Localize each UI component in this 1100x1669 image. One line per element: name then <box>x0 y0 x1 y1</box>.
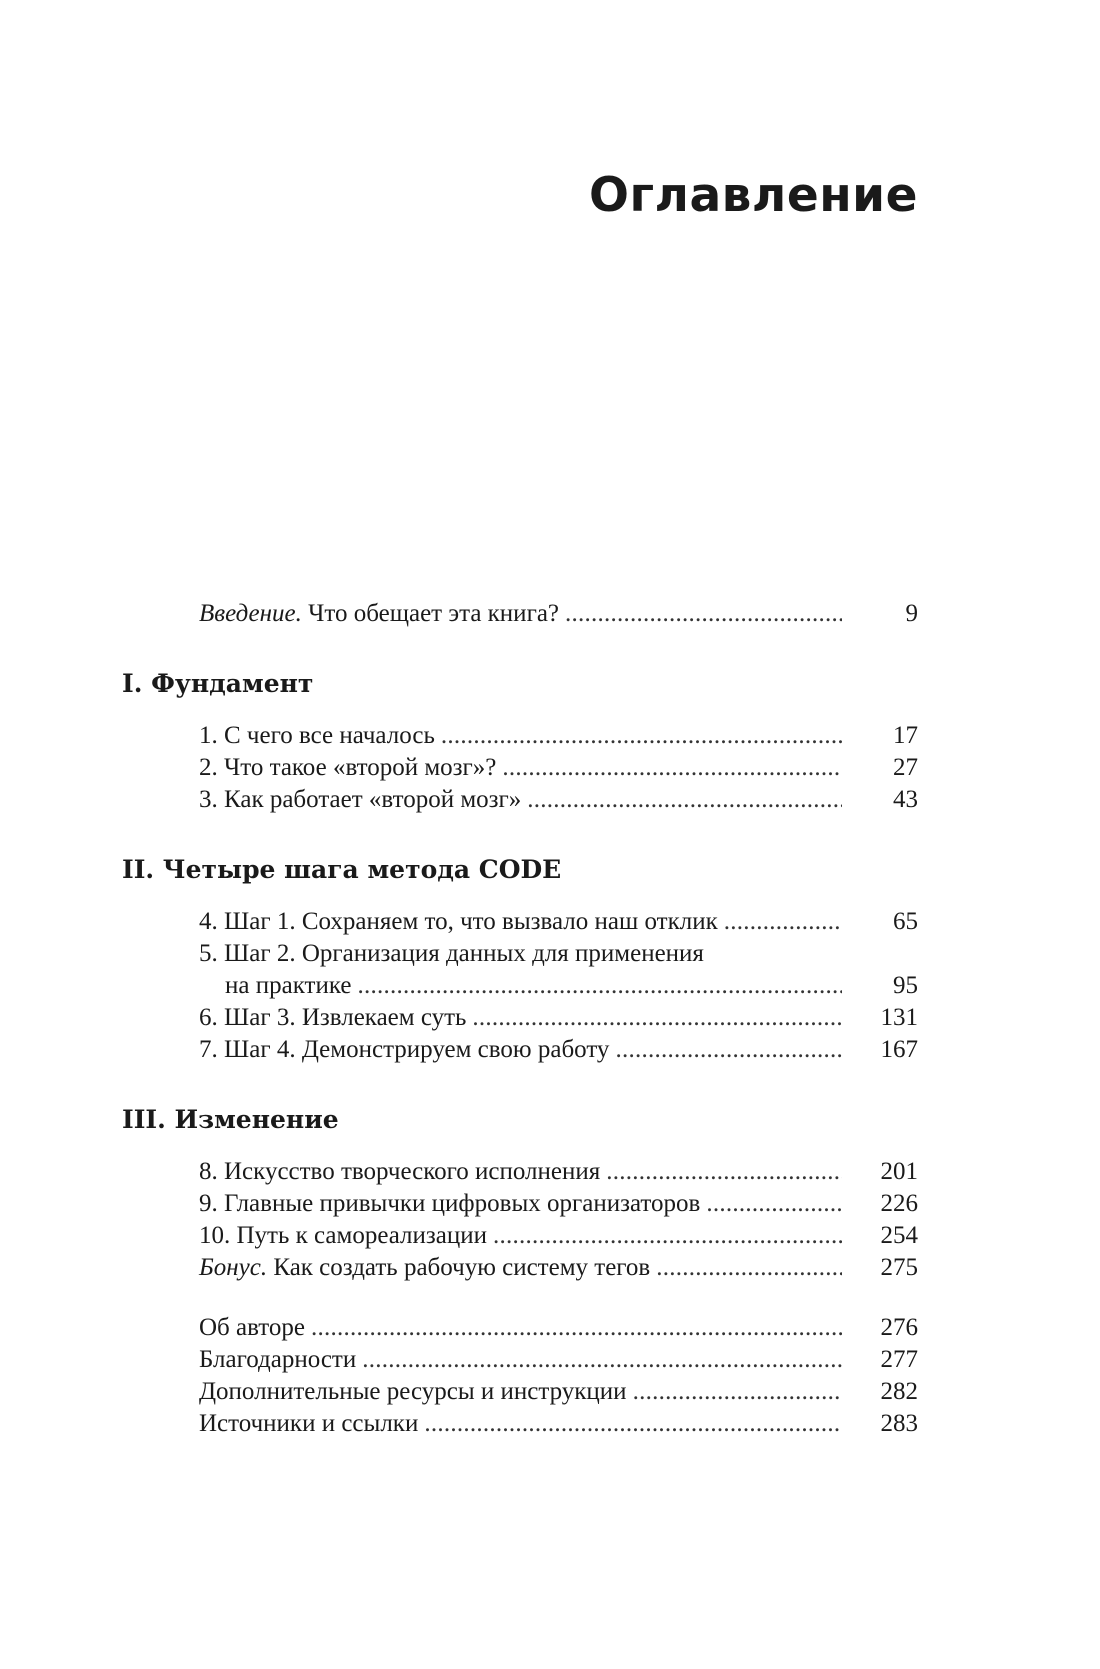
dot-leader <box>527 784 842 816</box>
toc-entry[interactable] <box>199 1034 918 1066</box>
page-number: 27 <box>893 754 918 781</box>
dot-leader <box>565 598 842 630</box>
entry-text: 2. Что такое «второй мозг»? <box>199 754 497 781</box>
toc-entry[interactable] <box>199 1220 918 1252</box>
toc-entry-first-line[interactable]: 5. Шаг 2. Организация данных для применения <box>199 940 704 967</box>
page-number: 276 <box>880 1314 918 1341</box>
toc-entry[interactable] <box>199 1156 918 1188</box>
page-number: 43 <box>893 786 918 813</box>
page-number: 277 <box>880 1346 918 1373</box>
toc-entry[interactable] <box>199 1344 918 1376</box>
dot-leader <box>424 1408 842 1440</box>
page-number: 275 <box>880 1254 918 1281</box>
entry-text: Дополнительные ресурсы и инструкции <box>199 1378 627 1405</box>
part-3 <box>122 1104 918 1284</box>
entry-label <box>199 598 559 630</box>
dot-leader <box>502 752 842 784</box>
page-number: 254 <box>880 1222 918 1249</box>
dot-leader <box>606 1156 842 1188</box>
table-of-contents <box>122 598 918 1440</box>
page-number: 9 <box>905 600 918 627</box>
toc-entry-intro[interactable] <box>199 598 918 630</box>
toc-entry-continuation[interactable] <box>225 970 918 1002</box>
toc-entry[interactable] <box>199 720 918 752</box>
entry-prefix: Введение. <box>199 600 302 627</box>
entry-prefix: Бонус. <box>199 1254 268 1281</box>
appendix-section <box>122 1312 918 1440</box>
dot-leader <box>311 1312 842 1344</box>
toc-entry[interactable] <box>199 1376 918 1408</box>
page-number: 131 <box>880 1004 918 1031</box>
entry-text: 1. С чего все началось <box>199 722 435 749</box>
entry-text: Что обещает эта книга? <box>301 600 560 627</box>
entry-text: 7. Шаг 4. Демонстрируем свою работу <box>199 1036 610 1063</box>
entry-text: Как создать рабочую систему тегов <box>267 1254 651 1281</box>
entry-text: Об авторе <box>199 1314 305 1341</box>
entry-text: 10. Путь к самореализации <box>199 1222 488 1249</box>
page-title: Оглавление <box>589 168 918 223</box>
entry-text: 9. Главные привычки цифровых организаторов <box>199 1190 701 1217</box>
page-number: 282 <box>880 1378 918 1405</box>
entry-text: 6. Шаг 3. Извлекаем суть <box>199 1004 467 1031</box>
page-number: 17 <box>893 722 918 749</box>
dot-leader <box>615 1034 842 1066</box>
toc-entry[interactable] <box>199 1408 918 1440</box>
page-number: 283 <box>880 1410 918 1437</box>
entry-text: Благодарности <box>199 1346 357 1373</box>
dot-leader <box>362 1344 842 1376</box>
dot-leader <box>493 1220 842 1252</box>
toc-entry[interactable] <box>199 752 918 784</box>
page-number: 65 <box>893 908 918 935</box>
toc-entry[interactable] <box>199 1188 918 1220</box>
toc-entry-bonus[interactable] <box>199 1252 918 1284</box>
entry-label <box>199 1252 650 1284</box>
toc-entry[interactable] <box>199 1312 918 1344</box>
dot-leader <box>706 1188 842 1220</box>
part-1 <box>122 668 918 816</box>
toc-entry[interactable] <box>199 1002 918 1034</box>
entry-text: 8. Искусство творческого исполнения <box>199 1158 601 1185</box>
dot-leader <box>724 906 842 938</box>
dot-leader <box>633 1376 842 1408</box>
entry-text: 4. Шаг 1. Сохраняем то, что вызвало наш отклик <box>199 908 718 935</box>
dot-leader <box>441 720 842 752</box>
part-heading: III. Изменение <box>122 1105 339 1134</box>
intro-section <box>122 598 918 630</box>
part-heading: II. Четыре шага метода CODE <box>122 855 562 884</box>
page-number: 201 <box>880 1158 918 1185</box>
part-2 <box>122 854 918 1066</box>
part-heading: I. Фундамент <box>122 669 314 698</box>
dot-leader <box>472 1002 842 1034</box>
entry-text: на практике <box>225 972 352 999</box>
page-number: 167 <box>880 1036 918 1063</box>
page-number: 95 <box>893 972 918 999</box>
dot-leader <box>656 1252 842 1284</box>
toc-entry[interactable] <box>199 784 918 816</box>
entry-text: 3. Как работает «второй мозг» <box>199 786 522 813</box>
page-number: 226 <box>880 1190 918 1217</box>
toc-entry[interactable] <box>199 906 918 938</box>
dot-leader <box>357 970 842 1002</box>
entry-text: Источники и ссылки <box>199 1410 419 1437</box>
